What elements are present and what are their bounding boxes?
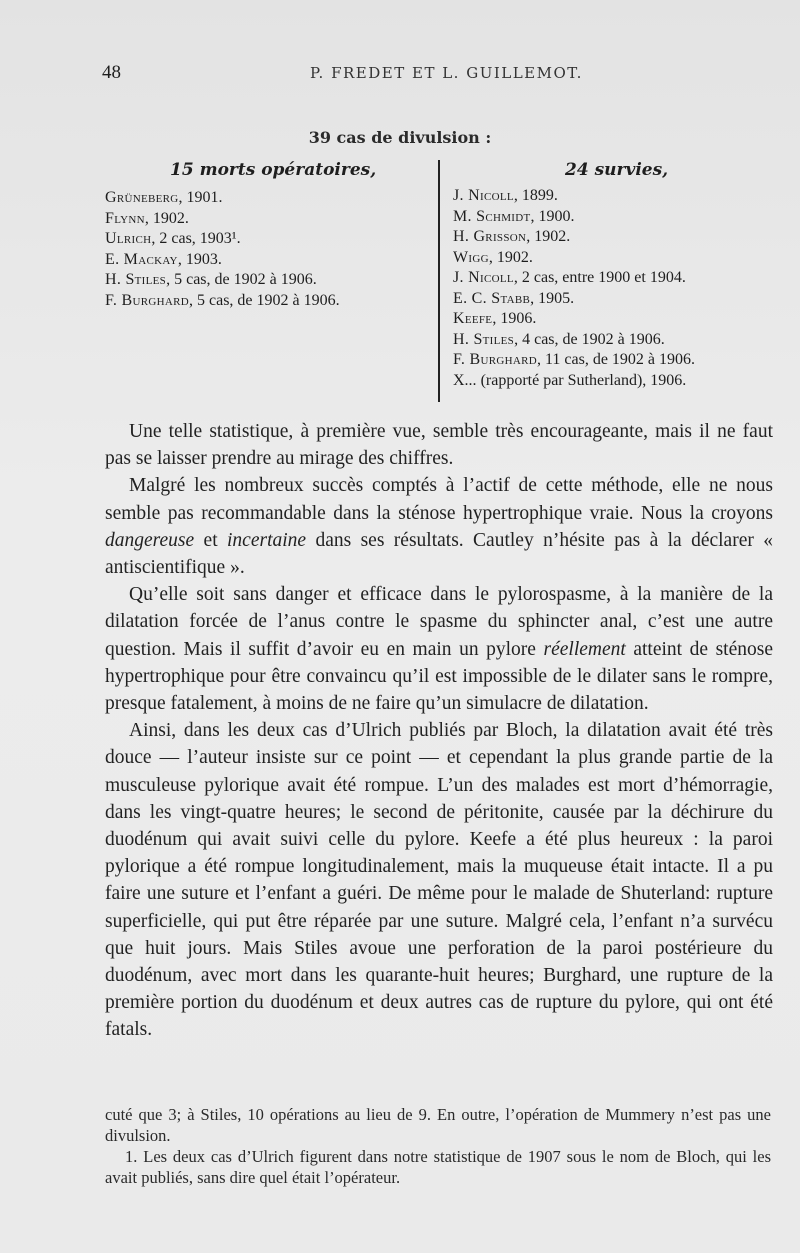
surgeon-name: Ulrich (105, 230, 152, 247)
surgeon-name: X... (453, 371, 477, 389)
case-detail: (rapporté par Sutherland), 1906. (476, 371, 687, 389)
list-item (105, 209, 340, 230)
case-detail: , 5 cas, de 1902 à 1906. (188, 291, 340, 309)
case-detail: , 1906. (492, 310, 537, 327)
page-number: 48 (102, 62, 121, 83)
surgeon-name: H. Stiles (105, 271, 167, 288)
surgeon-name: J. Nicoll (453, 269, 514, 286)
text-run: dans ses résultats. Cautley n’hésite pas à la déclarer « antiscientifique ». (105, 529, 773, 579)
surgeon-name: Grüneberg (105, 189, 179, 206)
surgeon-name: M. Schmidt (453, 207, 531, 225)
paragraph (105, 472, 773, 581)
paragraph: Une telle statistique, à première vue, semble très encourageante, mais il ne faut pas se laisser prendre au mirage des chiffres. (105, 421, 773, 470)
list-item (105, 188, 340, 209)
section-heading: 39 cas de divulsion : (308, 128, 492, 147)
paragraph: Ainsi, dans les deux cas d’Ulrich publiés par Bloch, la dilatation avait été très douce — l’auteur insiste sur ce point — et cependant la plus grande partie de la musculeuse pylorique avait été rompue. L’un des malades est mort d’hémorragie, dans les vingt-quatre heures; le second de péritonite, causée par la déchirure du duodénum qui avait suivi celle du pylore. Keefe a été plus heureux : la paroi pylorique a été rompue longitudinalement, mais la muqueuse était intacte. Il a pu faire une suture et l’enfant a guéri. De même pour le malade de Shuterland: rupture superficielle, qui put être réparée par une suture. Malgré cela, l’enfant n’a survécu que huit jours. Mais Stiles avoue une perforation de la paroi postérieure du duodénum, avec mort dans les quarante-huit heures; Burghard, une rupture de la première portion du duodénum et deux autres cas de rupture du pylore, qui ont été fatals. (105, 720, 773, 1041)
case-detail: , 2 cas, 1903¹. (151, 230, 241, 247)
case-detail: , 1905. (530, 289, 575, 307)
case-detail: , 1900. (530, 207, 575, 225)
surgeon-name: J. Nicoll (453, 187, 514, 204)
body-text (105, 418, 773, 1044)
case-detail: , 1901. (178, 189, 223, 206)
surgeon-name: Flynn (105, 209, 145, 227)
list-item (453, 248, 695, 269)
column-divider (438, 160, 440, 402)
list-item (453, 186, 695, 207)
emphasis: dangereuse (105, 529, 195, 551)
emphasis: réellement (543, 638, 626, 660)
case-detail: , 1902. (526, 228, 571, 245)
list-item (453, 289, 695, 310)
text-run: Malgré les nombreux succès comptés à l’actif de cette méthode, elle ne nous semble pas recommandable dans la sténose hypertrophique vraie. Nous la croyons (105, 475, 773, 524)
footnote-1: 1. Les deux cas d’Ulrich figurent dans notre statistique de 1907 sous le nom de Bloch, qui les avait publiés, sans dire quel était l’opérateur. (105, 1147, 771, 1187)
emphasis: incertaine (227, 529, 307, 551)
list-item (453, 371, 695, 392)
survivals-list (453, 186, 695, 391)
list-item (453, 309, 695, 330)
surgeon-name: E. C. Stabb (453, 289, 531, 307)
list-item (105, 270, 340, 291)
case-detail: , 1899. (513, 187, 558, 204)
list-item (105, 229, 340, 250)
case-detail: , 1903. (177, 250, 222, 268)
text-run: Qu’elle soit sans danger et efficace dans le pylorospasme, à la manière de la dilatation forcée de l’anus contre le spasme du sphincter anal, c’est une autre question. Mais il suffit d’avoir eu en main un pylore (105, 584, 773, 660)
surgeon-name: F. Burghard (453, 351, 537, 368)
surgeon-name: H. Grisson (453, 228, 527, 245)
case-detail: , 4 cas, de 1902 à 1906. (514, 330, 665, 348)
case-detail: , 1902. (144, 209, 189, 227)
surgeon-name: Wigg (453, 248, 489, 266)
case-detail: , 2 cas, entre 1900 et 1904. (513, 269, 686, 286)
running-title: P. FREDET ET L. GUILLEMOT. (310, 64, 583, 82)
text-run: atteint de sténose hypertrophique pour être convaincu qu’il est impossible de le dilater sans le rompre, presque fatalement, à moins de ne faire qu’un simulacre de dilatation. (105, 638, 773, 715)
surgeon-name: Keefe (453, 310, 493, 327)
left-column-heading: 15 morts opératoires, (170, 160, 377, 180)
footnote-continuation: cuté que 3; à Stiles, 10 opérations au lieu de 9. En outre, l’opération de Mummery n’est pas une divulsion. (105, 1105, 771, 1145)
case-detail: , 11 cas, de 1902 à 1906. (536, 351, 696, 368)
list-item (105, 291, 340, 312)
footnotes (105, 1104, 771, 1188)
running-header (0, 62, 800, 86)
list-item (453, 268, 695, 289)
list-item (453, 350, 695, 371)
case-detail: , 5 cas, de 1902 à 1906. (166, 271, 317, 288)
surgeon-name: H. Stiles (453, 330, 515, 348)
surgeon-name: F. Burghard (105, 291, 189, 309)
right-column-heading: 24 survies, (565, 160, 669, 180)
operative-deaths-list (105, 188, 340, 311)
list-item (453, 227, 695, 248)
list-item (453, 330, 695, 351)
surgeon-name: E. Mackay (105, 250, 178, 268)
list-item (105, 250, 340, 271)
text-run: et (194, 529, 228, 551)
list-item (453, 207, 695, 228)
case-detail: , 1902. (488, 248, 533, 266)
paragraph (105, 581, 773, 717)
